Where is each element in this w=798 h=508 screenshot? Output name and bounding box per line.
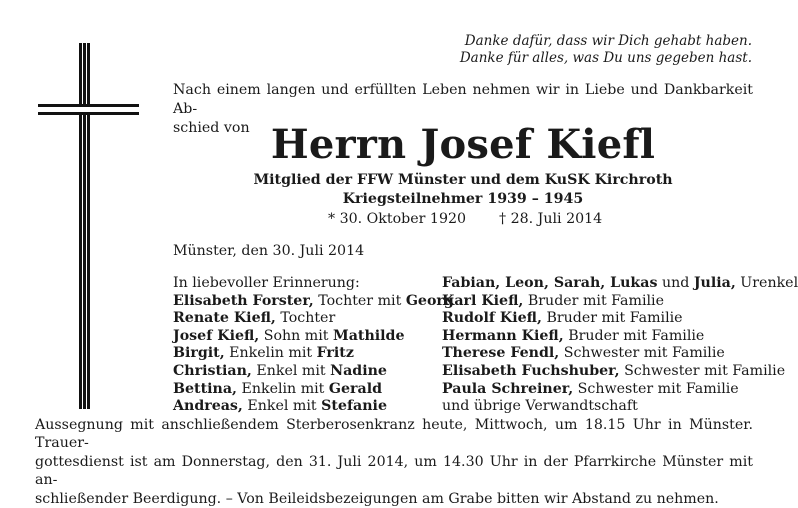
cross-icon — [38, 43, 139, 409]
quote-line-2: Danke für alles, was Du uns gegeben hast. — [459, 50, 752, 66]
list-item: Hermann Kiefl, Bruder mit Familie — [442, 327, 705, 344]
intro-line-2: schied von — [173, 120, 250, 136]
list-item: Renate Kiefl, Tochter — [173, 310, 336, 327]
list-item: Rudolf Kiefl, Bruder mit Familie — [442, 310, 683, 327]
list-item: Karl Kiefl, Bruder mit Familie — [442, 292, 664, 309]
list-item: Bettina, Enkelin mit Gerald — [173, 380, 383, 397]
footer-line-3: schließender Beerdigung. – Von Beileidsbezeigungen am Grabe bitten wir Abstand zu nehmen. — [35, 490, 719, 507]
footer-line-1: Aussegnung mit anschließendem Sterberosenkranz heute, Mittwoch, um 18.15 Uhr in Münster. Trauer- — [35, 417, 753, 452]
mourners-left-column — [173, 275, 454, 416]
quote-line-1: Danke dafür, dass wir Dich gehabt haben. — [464, 33, 752, 49]
list-item: Fabian, Leon, Sarah, Lukas und Julia, Urenkel — [442, 275, 798, 291]
list-item: Paula Schreiner, Schwester mit Familie — [442, 380, 739, 397]
list-item: Christian, Enkel mit Nadine — [173, 362, 387, 379]
list-item: und übrige Verwandtschaft — [442, 398, 638, 415]
deceased-membership: Mitglied der FFW Münster und dem KuSK Kirchroth — [253, 172, 673, 188]
deceased-name: Herrn Josef Kiefl — [270, 121, 656, 168]
list-item: Elisabeth Forster, Tochter mit Georg — [173, 292, 454, 309]
mourners-right-column — [442, 275, 798, 416]
place-date: Münster, den 30. Juli 2014 — [173, 243, 365, 259]
list-item: In liebevoller Erinnerung: — [173, 275, 360, 291]
death-date: † 28. Juli 2014 — [499, 211, 603, 227]
birth-date: * 30. Oktober 1920 — [328, 211, 467, 227]
list-item: Elisabeth Fuchshuber, Schwester mit Familie — [442, 362, 786, 379]
deceased-veteran: Kriegsteilnehmer 1939 – 1945 — [342, 191, 584, 207]
list-item: Therese Fendl, Schwester mit Familie — [442, 345, 725, 362]
footer-line-2: gottesdienst ist am Donnerstag, den 31. Juli 2014, um 14.30 Uhr in der Pfarrkirche Münster mit an- — [35, 453, 753, 489]
memorial-quote — [460, 33, 752, 67]
list-item: Andreas, Enkel mit Stefanie — [173, 398, 387, 415]
funeral-details — [35, 416, 753, 508]
list-item: Josef Kiefl, Sohn mit Mathilde — [173, 327, 405, 344]
list-item: Birgit, Enkelin mit Fritz — [173, 345, 354, 362]
intro-line-1: Nach einem langen und erfüllten Leben nehmen wir in Liebe und Dankbarkeit Ab- — [173, 82, 753, 117]
